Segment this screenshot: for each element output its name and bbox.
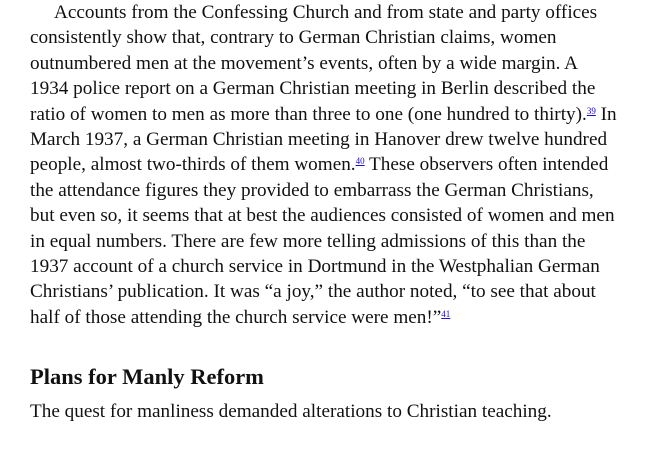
- footnote-link-41[interactable]: 41: [441, 308, 451, 319]
- body-paragraph-2: The quest for manliness demanded alterations to Christian teaching.: [30, 401, 552, 423]
- footnote-ref-41[interactable]: [441, 309, 450, 319]
- paragraph-text-3: These observers often intended the attendance figures they provided to embarrass the German Christians, but even so, it seems that at best the audiences consisted of women and men in equal numbers. There are few more telling admissions of this than the 1937 account of a church service in Dortmund in the Westphalian German Christians’ publication. It was “a joy,” the author noted, “to see that about half of those attending the church service were men!”: [30, 154, 615, 328]
- footnote-ref-39[interactable]: [587, 106, 596, 116]
- paragraph-text-1: Accounts from the Confessing Church and from state and party offices consistently show that, contrary to German Christian claims, women outnumbered men at the movement’s events, often by a wide margin. A 1934 police report on a German Christian meeting in Berlin described the ratio of women to men as more than three to one (one hundred to thirty).: [30, 2, 598, 125]
- footnote-ref-40[interactable]: [356, 156, 365, 166]
- footnote-link-39[interactable]: 39: [586, 105, 596, 116]
- body-paragraph: [30, 0, 620, 330]
- section-heading: Plans for Manly Reform: [30, 364, 264, 390]
- page-content: [30, 0, 620, 425]
- footnote-link-40[interactable]: 40: [355, 156, 365, 167]
- paragraph-text-2: In March 1937, a German Christian meeting in Hanover drew twelve hundred people, almost two-thirds of them women.: [30, 103, 617, 176]
